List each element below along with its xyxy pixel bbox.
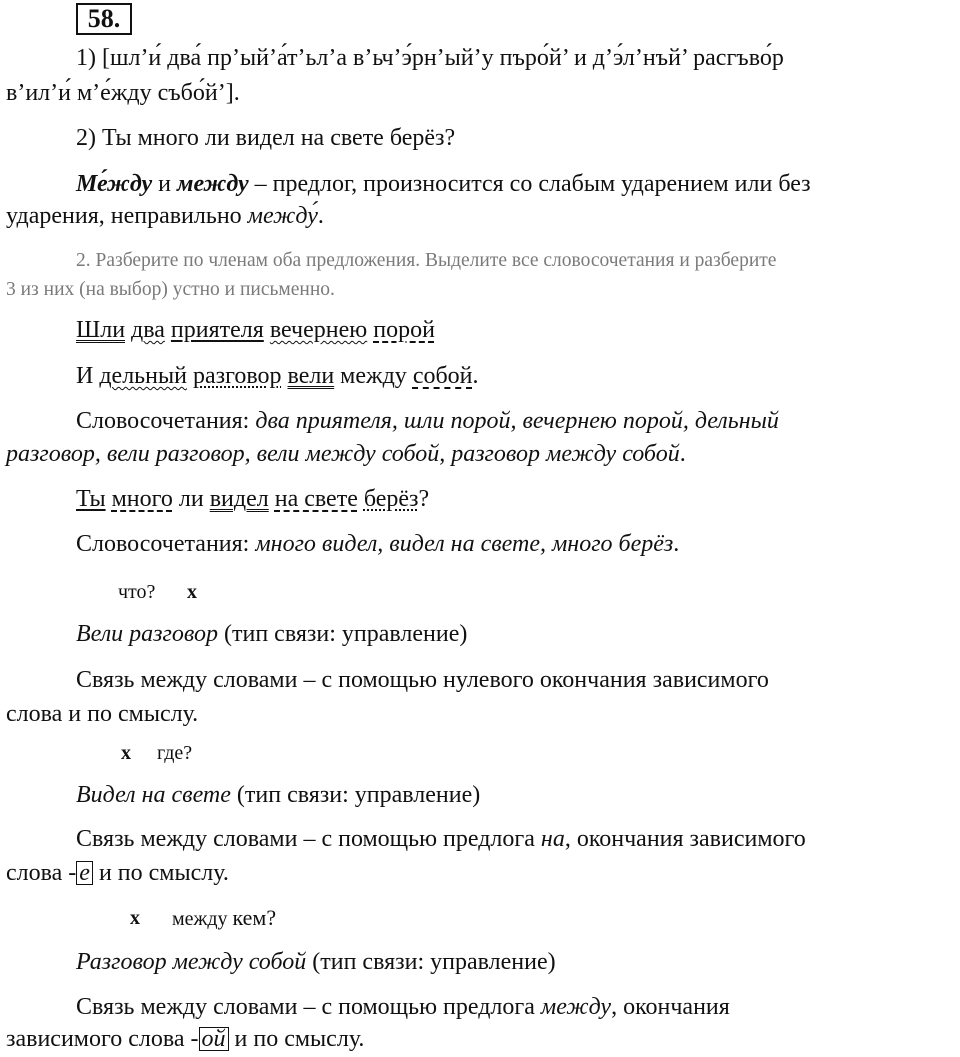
link-text: , окончания xyxy=(611,994,730,1020)
link-text: Связь между словами – с помощью предлога xyxy=(76,994,541,1020)
analyzed-sentence-1-line-2 xyxy=(76,362,479,390)
ending-box: ой xyxy=(199,1027,229,1051)
question-label: что? xyxy=(118,581,156,603)
link-text: слова - xyxy=(6,860,77,886)
particle-word: ли xyxy=(178,486,204,512)
link-text: Связь между словами – с помощью предлога xyxy=(76,826,541,852)
link-description-3-line-2 xyxy=(6,1025,364,1053)
link-description-2-line-2 xyxy=(6,859,229,887)
stress-note-line-2 xyxy=(6,202,324,230)
attribute-word: дельный xyxy=(99,363,187,389)
transcription-line-1: 1) [шл’и́ два́ пр’ый’а́т’ьл’а в’ьч’э́рн’ый’у пъро́й’ и д’э́л’нъй’ расгъво́р xyxy=(76,45,784,71)
link-description-1-line-2: слова и по смыслу. xyxy=(6,701,199,727)
task-line-1: 2. Разберите по членам оба предложения. Выделите все словосочетания и разберите xyxy=(76,250,777,271)
phrase-analysis-2 xyxy=(76,781,480,809)
object-word: берёз xyxy=(363,486,419,512)
question-label: где? xyxy=(157,742,193,764)
phrase-analysis-3 xyxy=(76,948,556,976)
main-word-mark: x xyxy=(121,742,131,764)
analyzed-sentence-2 xyxy=(76,485,429,513)
question-label: между кем? xyxy=(172,905,277,930)
adverbial-word: собой xyxy=(412,363,473,389)
link-description-2-line-1 xyxy=(76,825,806,853)
stress-conj: и xyxy=(152,171,177,197)
predicate-word: вели xyxy=(287,363,335,389)
link-text: и по смыслу. xyxy=(92,860,229,886)
link-text: и по смыслу. xyxy=(228,1026,365,1052)
predicate-word: Шли xyxy=(76,317,126,343)
task-line-2: 3 из них (на выбор) устно и письменно. xyxy=(6,279,335,300)
link-type: (тип связи: управление) xyxy=(306,949,556,975)
phrases-1-line-2 xyxy=(6,440,686,468)
adverbial-phrase: на свете xyxy=(274,486,358,512)
adverbial-word: порой xyxy=(373,317,435,343)
preposition-word: между xyxy=(340,363,407,389)
preposition-name: на xyxy=(540,826,565,852)
object-word: разговор xyxy=(192,363,282,389)
stress-word-1: Ме́жду xyxy=(76,171,153,197)
stress-note-text-2: ударения, неправильно xyxy=(6,203,248,229)
phrase-analysis-1 xyxy=(76,620,467,648)
stress-word-2: между xyxy=(177,171,249,197)
period: . xyxy=(679,441,686,467)
preposition-name: между xyxy=(540,994,612,1020)
attribute-word: вечернею xyxy=(269,317,368,343)
analyzed-sentence-1-line-1 xyxy=(76,316,435,344)
main-word-mark: x xyxy=(130,907,140,929)
stress-wrong: между́ xyxy=(247,203,318,229)
subject-word: Ты xyxy=(76,486,106,512)
exercise-number: 58. xyxy=(76,3,132,35)
period: . xyxy=(673,531,680,557)
adverbial-word: много xyxy=(111,486,173,512)
transcription-line-2: в’ил’и́ м’е́жду събо́й’]. xyxy=(6,80,240,106)
phrases-list: разговор, вели разговор, вели между собой, разговор между собой xyxy=(6,441,680,467)
phrases-label: Словосочетания: xyxy=(76,531,256,557)
stress-note-line-1 xyxy=(76,170,811,198)
main-word-mark: x xyxy=(187,581,197,603)
phrase-name: Видел на свете xyxy=(76,782,231,808)
sentence-item-2: 2) Ты много ли видел на свете берёз? xyxy=(76,125,456,151)
phrases-2 xyxy=(76,530,679,558)
ending-box: е xyxy=(76,861,93,885)
phrases-list: много видел, видел на свете, много берёз xyxy=(255,531,674,557)
period: . xyxy=(472,363,479,389)
predicate-word: видел xyxy=(209,486,269,512)
conjunction-word: И xyxy=(76,363,94,389)
subject-word: приятеля xyxy=(170,317,264,343)
phrases-list: два приятеля, шли порой, вечернею порой, дельный xyxy=(255,408,779,434)
phrases-1-line-1 xyxy=(76,407,779,435)
stress-note-end: . xyxy=(317,203,324,229)
attribute-word: два xyxy=(131,317,165,343)
stress-note-text-1: – предлог, произносится со слабым ударением или без xyxy=(248,171,811,197)
phrases-label: Словосочетания: xyxy=(76,408,256,434)
phrase-name: Вели разговор xyxy=(76,621,219,647)
phrase-name: Разговор между собой xyxy=(76,949,307,975)
question-mark: ? xyxy=(418,486,430,512)
link-description-3-line-1 xyxy=(76,993,730,1021)
link-text: зависимого слова - xyxy=(6,1026,199,1052)
link-text: , окончания зависимого xyxy=(564,826,806,852)
link-description-1-line-1: Связь между словами – с помощью нулевого окончания зависимого xyxy=(76,667,769,693)
link-type: (тип связи: управление) xyxy=(230,782,481,808)
link-type: (тип связи: управление) xyxy=(218,621,468,647)
